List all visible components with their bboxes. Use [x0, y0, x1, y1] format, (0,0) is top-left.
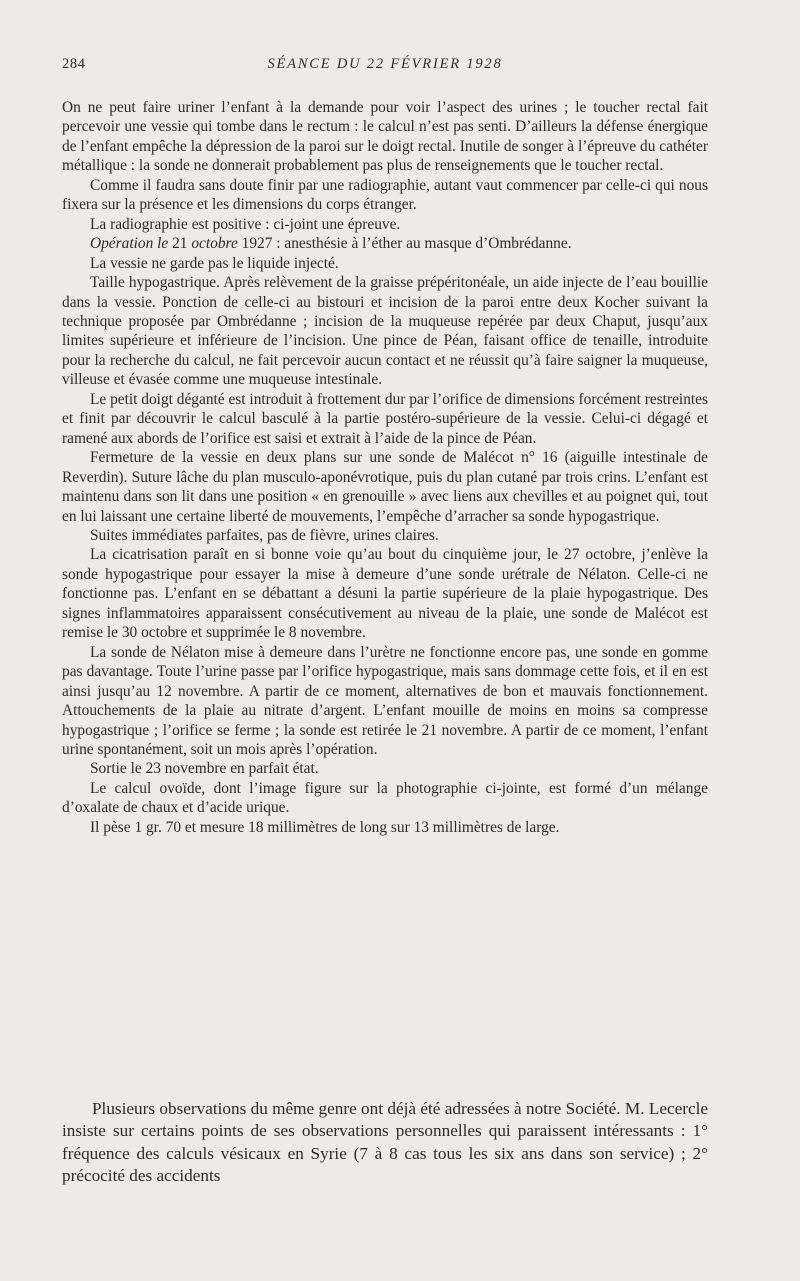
paragraph: Plusieurs observations du même genre ont déjà été adressées à notre Société. M. Lecercle insiste sur certains points de ses observations personnelles qui paraissent intéressants : 1° fréquence des calculs vésicaux en Syrie (7 à 8 cas tous les six ans dans son service) ; 2° précocité des accidents [62, 1099, 708, 1186]
paragraph: Le calcul ovoïde, dont l’image figure sur la photographie ci-jointe, est formé d’un mélange d’oxalate de chaux et d’acide urique. [62, 779, 708, 817]
paragraph: La sonde de Nélaton mise à demeure dans l’urètre ne fonctionne encore pas, une sonde en gomme pas davantage. Toute l’urine passe par l’orifice hypogastrique, mais sans dommage cette fois, et il en est ainsi jusqu’au 12 novembre. A partir de ce moment, alternatives de bon et mauvais fonctionnement. Attouchements de la plaie au nitrate d’argent. L’enfant mouille de moins en moins sa compresse hypogastrique ; l’orifice se ferme ; la sonde est retirée le 21 novembre. A partir de ce moment, l’enfant urine spontanément, soit un mois après l’opération. [62, 643, 708, 758]
page-number: 284 [62, 56, 86, 72]
paragraph: Fermeture de la vessie en deux plans sur une sonde de Malécot n° 16 (aiguille intestinale de Reverdin). Suture lâche du plan musculo-aponévrotique, puis du plan cutané par trois crins. L’enfant est maintenu dans son lit dans une position « en grenouille » avec liens aux chevilles et au poignet qui, tout en lui laissant une certaine liberté de mouvements, l’empêche d’arracher sa sonde hypogastrique. [62, 449, 708, 525]
paragraph: Taille hypogastrique. Après relèvement de la graisse prépéritonéale, un aide injecte de l’eau bouillie dans la vessie. Ponction de celle-ci au bistouri et incision de la paroi entre deux Kocher suivant la technique proposée par Ombrédanne ; incision de la muqueuse repérée par deux Chaput, jusqu’aux limites supérieure et inférieure de l’incision. Une pince de Péan, faisant office de tenaille, introduite pour la recherche du calcul, ne fait percevoir aucun contact et ne réussit qu’à faire saigner la muqueuse, villeuse et évasée comme une muqueuse intestinale. [62, 274, 708, 389]
paragraph: Le petit doigt déganté est introduit à frottement dur par l’orifice de dimensions forcément restreintes et finit par découvrir le calcul basculé à la partie postéro-supérieure de la vessie. Celui-ci dégagé et ramené aux abords de l’orifice est saisi et extrait à l’aide de la pince de Péan. [62, 390, 708, 447]
operation-label: Opération le [90, 235, 169, 253]
paragraph: La cicatrisation paraît en si bonne voie qu’au bout du cinquième jour, le 27 octobre, j’enlève la sonde hypogastrique pour essayer la mise à demeure d’une sonde urétrale de Nélaton. Celle-ci ne fonctionne pas. L’enfant en se débattant a désuni la partie supérieure de la plaie hypogastrique. Des signes inflammatoires apparaissent consécutivement au niveau de la plaie, une sonde de Malécot est remise le 30 octobre et supprimée le 8 novembre. [62, 546, 708, 642]
operation-details: 1927 : anesthésie à l’éther au masque d’Ombrédanne. [237, 235, 572, 253]
running-title: SÉANCE DU 22 FÉVRIER 1928 [267, 56, 503, 72]
paragraph: On ne peut faire uriner l’enfant à la demande pour voir l’aspect des urines ; le toucher rectal fait percevoir une vessie qui tombe dans le rectum : le calcul n’est pas senti. D’ailleurs la défense énergique de l’enfant empêche la dépression de la paroi sur le doigt rectal. Inutile de songer à l’épreuve du cathéter métallique : la sonde ne donnerait probablement pas plus de renseignements que le toucher rectal. [62, 99, 708, 175]
operation-day: 21 [168, 235, 192, 253]
paragraph: Suites immédiates parfaites, pas de fièvre, urines claires. [90, 526, 439, 544]
paragraph: La radiographie est positive : ci-joint une épreuve. [90, 215, 401, 233]
closing-text [62, 1098, 708, 1188]
body-text [62, 98, 708, 837]
paragraph: La vessie ne garde pas le liquide injecté. [90, 254, 339, 272]
page-header [62, 56, 708, 76]
paragraph: Comme il faudra sans doute finir par une radiographie, autant vaut commencer par celle-ci qui nous fixera sur la présence et les dimensions du corps étranger. [62, 176, 708, 214]
paragraph-operation [62, 234, 708, 253]
operation-month: octobre [191, 235, 238, 253]
paragraph: Sortie le 23 novembre en parfait état. [90, 760, 319, 778]
paragraph: Il pèse 1 gr. 70 et mesure 18 millimètres de long sur 13 millimètres de large. [90, 818, 560, 836]
